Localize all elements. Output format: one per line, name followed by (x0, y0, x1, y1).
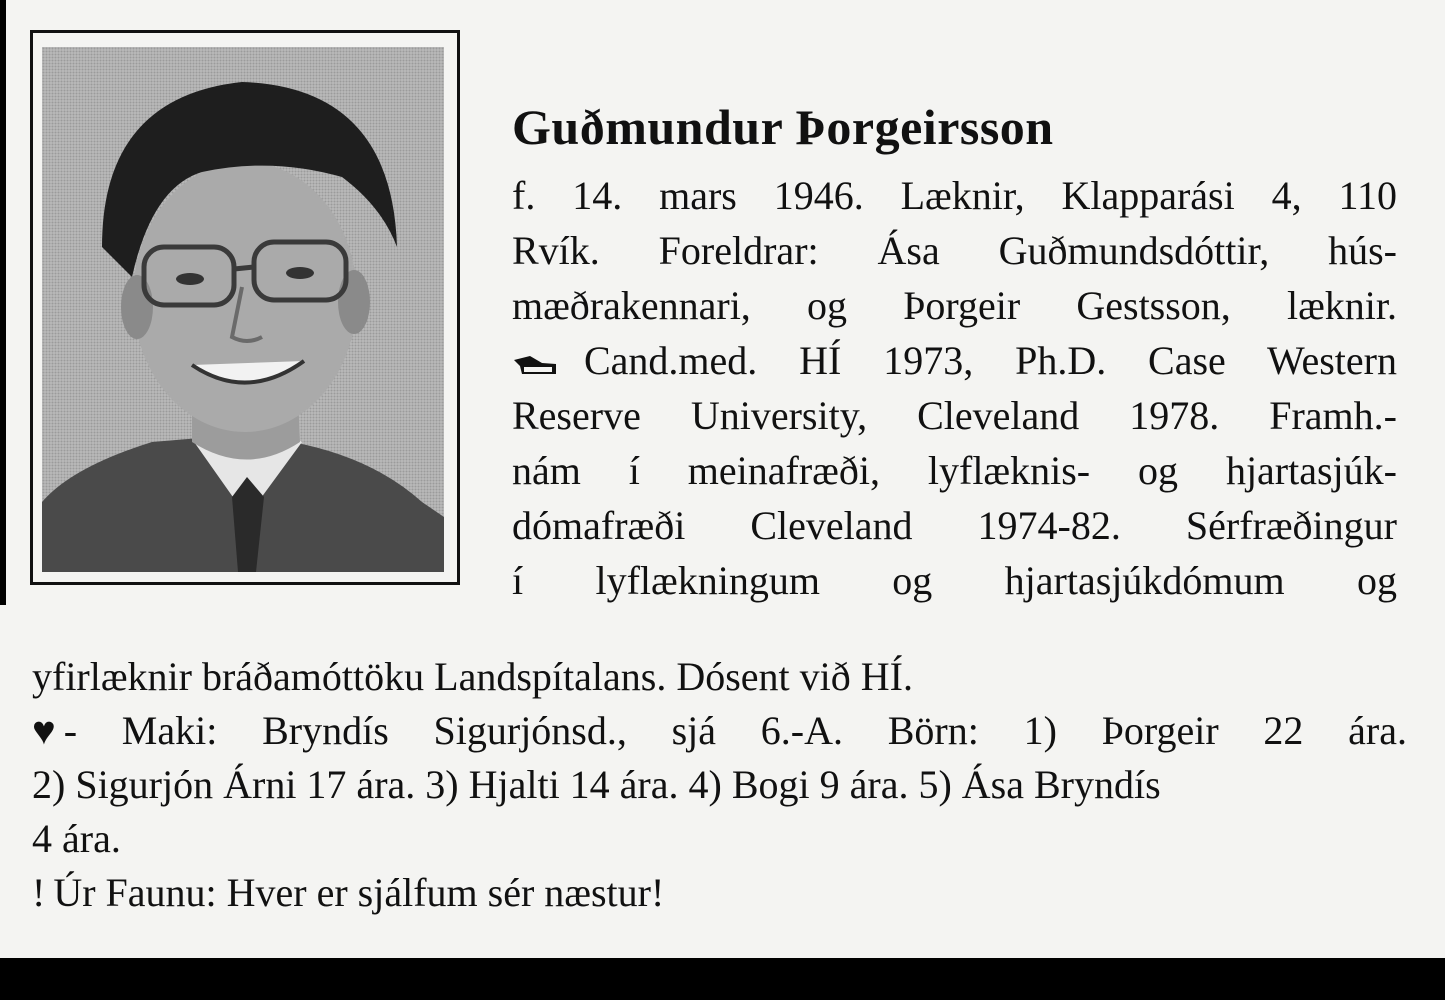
biography-column (512, 168, 1397, 608)
bio-line: nám í meinafræði, lyflæknis- og hjartasjúk- (512, 448, 1397, 493)
portrait-photo (42, 47, 444, 572)
motto-line (32, 866, 1407, 920)
entry-name: Guðmundur Þorgeirsson (512, 99, 1054, 155)
education-line (512, 333, 1397, 388)
portrait-illustration (42, 47, 444, 572)
bio-line: yfirlæknir bráðamóttöku Landspítalans. Dósent við HÍ. (32, 654, 913, 699)
scan-border (0, 958, 1445, 1000)
spouse-text: - Maki: Bryndís Sigurjónsd., sjá 6.-A. Börn: 1) Þorgeir 22 ára. (63, 708, 1407, 753)
children-line-end: 4 ára. (32, 816, 121, 861)
biography-continuation (32, 650, 1407, 920)
heart-icon: ♥ (32, 708, 56, 753)
bio-line: í lyflækningum og hjartasjúkdómum og (512, 558, 1397, 603)
scan-edge (0, 0, 6, 605)
children-line: 2) Sigurjón Árni 17 ára. 3) Hjalti 14 ára. 4) Bogi 9 ára. 5) Ása Bryndís (32, 762, 1161, 807)
bio-line: f. 14. mars 1946. Læknir, Klapparási 4, 110 (512, 173, 1397, 218)
graduation-cap-icon (512, 354, 558, 376)
bio-line: Reserve University, Cleveland 1978. Framh.- (512, 393, 1397, 438)
education-text: Cand.med. HÍ 1973, Ph.D. Case Western (584, 338, 1397, 383)
bio-line: mæðrakennari, og Þorgeir Gestsson, læknir. (512, 283, 1397, 328)
exclamation-icon: ! (32, 870, 46, 915)
bio-line: Rvík. Foreldrar: Ása Guðmundsdóttir, hús- (512, 228, 1397, 273)
motto-text: Úr Faunu: Hver er sjálfum sér næstur! (53, 870, 665, 915)
bio-line: dómafræði Cleveland 1974-82. Sérfræðingur (512, 503, 1397, 548)
spouse-line (32, 704, 1407, 758)
